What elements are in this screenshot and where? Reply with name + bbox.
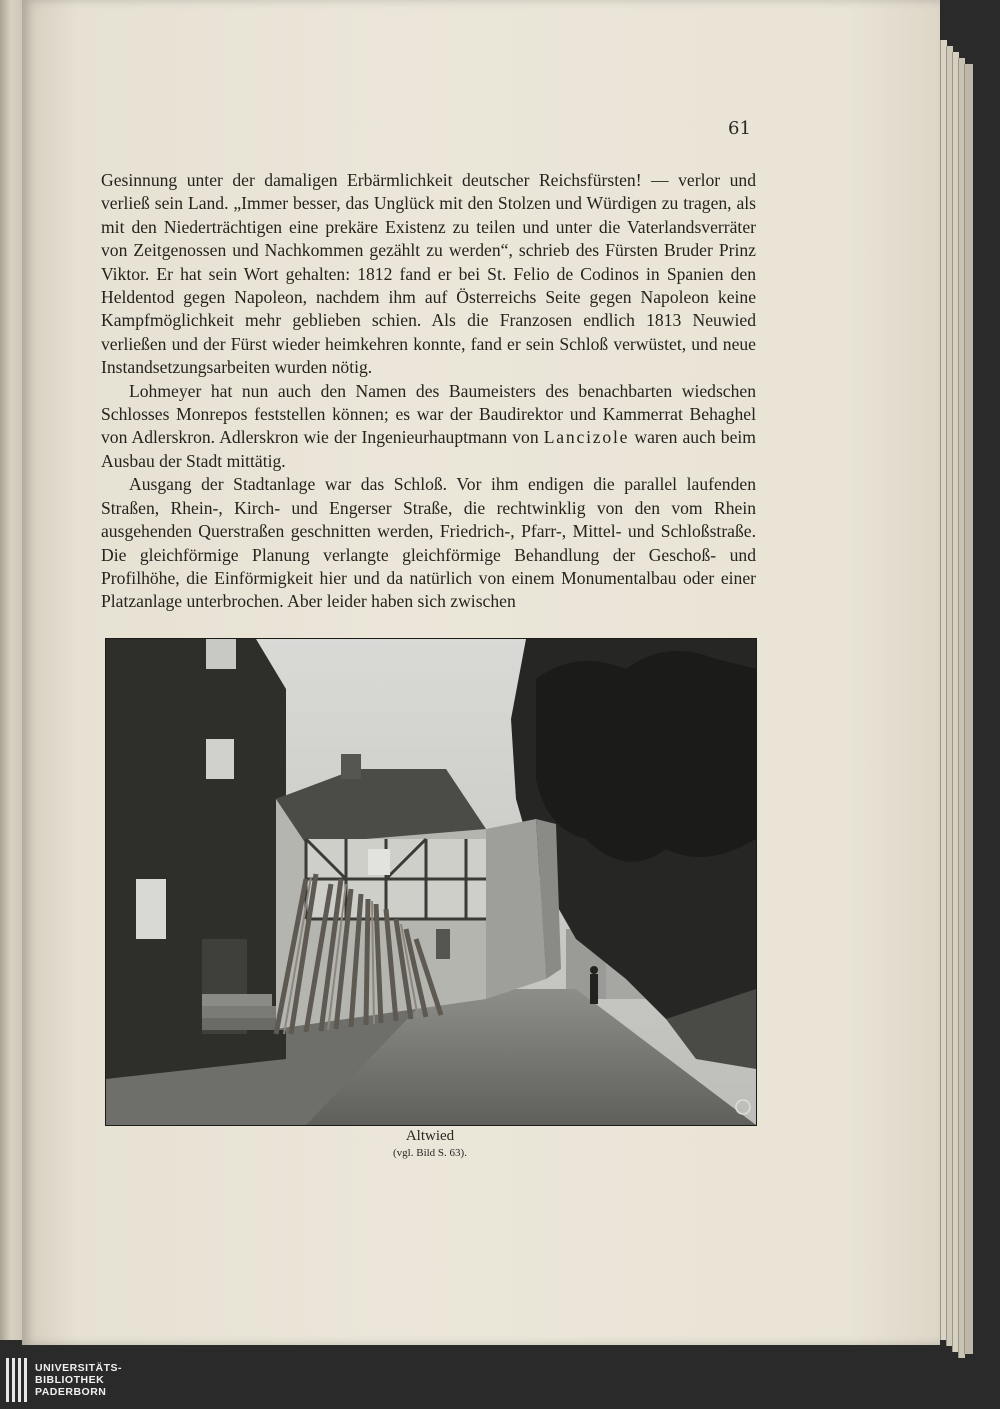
library-logo: [6, 1358, 122, 1402]
library-logo-icon: [6, 1358, 27, 1402]
paragraph-2-end: waren auch beim Ausbau der Stadt mittätig.: [101, 427, 756, 471]
logo-line-2: BIBLIOTHEK: [35, 1374, 105, 1386]
body-text: [101, 169, 756, 614]
paragraph-2: [101, 380, 756, 474]
street-photo-drawing: [106, 639, 756, 1125]
paragraph-3: Ausgang der Stadtanlage war das Schloß. Vor ihm endigen die parallel laufenden Straßen, Rhein-, Kirch- und Engerser Straße, die rechtwinklig von den vom Rhein ausgehenden Querstraßen geschnitten werden, Friedrich-, Pfarr-, Mittel- und Schloßstraße. Die gleichförmige Planung verlangte gleichförmige Behandlung der Geschoß- und Profilhöhe, die Einförmigkeit hier und da natürlich von einem Monumentalbau oder einer Platzanlage unterbrochen. Aber leider haben sich zwischen: [101, 474, 756, 612]
page-stack-edge: [964, 64, 973, 1354]
street-photograph: [105, 638, 757, 1126]
figure-subcaption: (vgl. Bild S. 63).: [393, 1147, 467, 1159]
logo-line-3: PADERBORN: [35, 1386, 107, 1398]
spaced-name-lancizole: Lancizole: [543, 427, 630, 448]
logo-line-1: UNIVERSITÄTS-: [35, 1362, 123, 1374]
library-logo-text: [35, 1362, 122, 1398]
figure-caption: Altwied: [405, 1128, 455, 1144]
page-number: 61: [728, 118, 751, 139]
paragraph-2-start: Lohmeyer hat nun auch den Namen des Baumeisters des benachbarten wiedschen Schlosses Monrepos feststellen können; es war der Baudirektor und Kammerrat Behaghel von Adlerskron. Adlerskron wie der Ingenieurhauptmann von: [101, 380, 756, 448]
paragraph-1: Gesinnung unter der damaligen Erbärmlichkeit deutscher Reichsfürsten! — verlor und verließ sein Land. „Immer besser, das Unglück mit den Stolzen und Würdigen zu tragen, als mit den Niederträchtigen eine prekäre Existenz zu teilen und unter die Vaterlandsverräter von Zeitgenossen und Nachkommen gezählt zu werden“, schrieb des Fürsten Bruder Prinz Viktor. Er hat sein Wort gehalten: 1812 fand er bei St. Felio de Codinos in Spanien den Heldentod gegen Napoleon, nachdem ihm auf Österreichs Seite gegen Napoleon keine Kampfmöglichkeit mehr geblieben schien. Als die Franzosen endlich 1813 Neuwied verließen und der Fürst wieder heimkehren konnte, fand er sein Schloß verwüstet, und neue Instandsetzungsarbeiten wurden nötig.: [101, 170, 756, 378]
facing-page-edge: [0, 0, 22, 1340]
